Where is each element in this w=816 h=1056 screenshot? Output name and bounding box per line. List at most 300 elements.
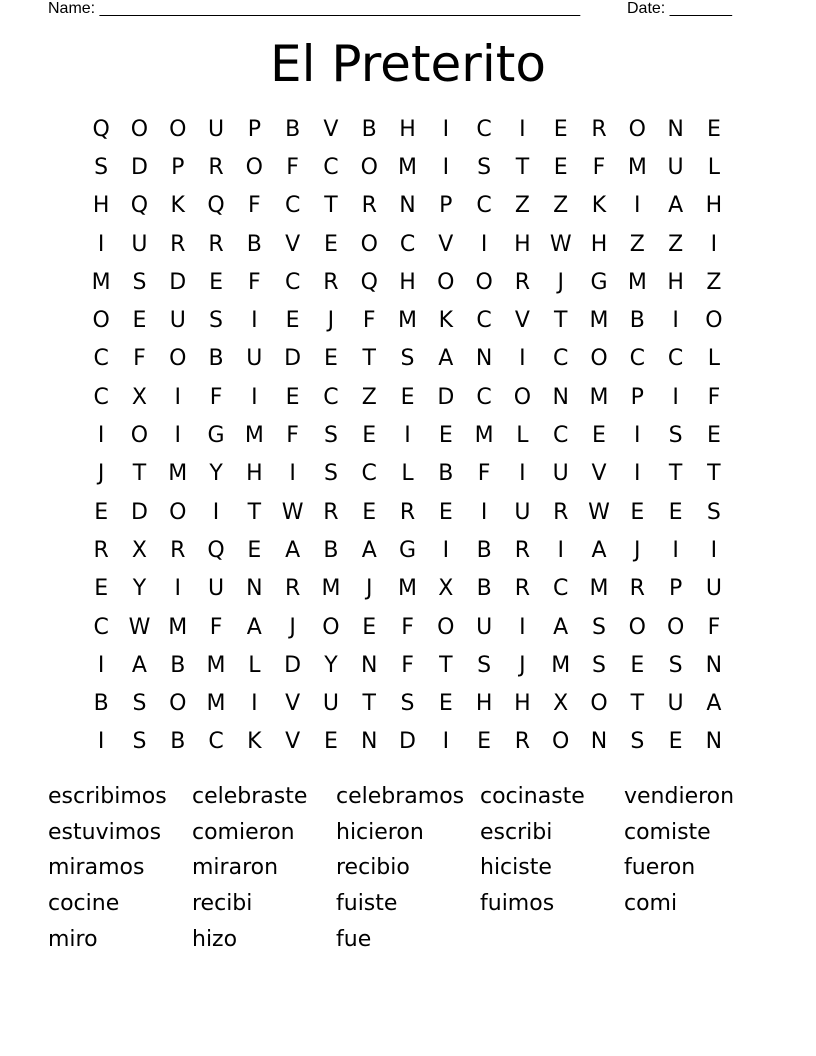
grid-letter: F: [362, 308, 376, 334]
grid-letter: C: [361, 461, 377, 487]
grid-letter: B: [246, 231, 262, 257]
grid-letter: I: [480, 231, 488, 257]
grid-letter: T: [324, 193, 338, 219]
grid-letter: R: [514, 537, 531, 563]
grid-letter: C: [553, 346, 569, 372]
word-list-item: recibio: [336, 855, 410, 881]
grid-letter: K: [591, 193, 607, 219]
grid-letter: R: [361, 193, 377, 219]
grid-letter: U: [169, 308, 186, 334]
grid-letter: M: [589, 576, 609, 602]
grid-letter: T: [515, 154, 530, 180]
grid-letter: S: [132, 729, 147, 755]
grid-letter: O: [360, 231, 378, 257]
grid-letter: M: [398, 308, 418, 334]
grid-letter: R: [208, 231, 224, 257]
grid-letter: R: [591, 116, 607, 142]
grid-letter: E: [668, 729, 683, 755]
grid-letter: T: [247, 499, 262, 525]
grid-letter: N: [705, 729, 723, 755]
grid-letter: E: [362, 423, 377, 449]
word-list-item: celebramos: [336, 784, 465, 809]
grid-letter: F: [401, 614, 414, 640]
grid-letter: U: [476, 614, 493, 640]
grid-letter: I: [519, 614, 526, 640]
grid-letter: I: [634, 423, 641, 449]
grid-letter: L: [516, 423, 529, 449]
grid-letter: O: [130, 423, 149, 449]
word-list-item: cocine: [48, 891, 120, 917]
grid-letter: T: [362, 691, 376, 717]
grid-letter: S: [630, 729, 645, 755]
page-title: El Preterito: [270, 35, 546, 93]
grid-letter: C: [93, 384, 109, 410]
grid-letter: X: [553, 691, 569, 717]
grid-letter: R: [553, 499, 569, 525]
grid-letter: C: [553, 576, 569, 602]
grid-letter: Y: [132, 576, 147, 602]
grid-letter: H: [399, 116, 416, 142]
grid-letter: S: [592, 652, 606, 678]
grid-letter: Y: [324, 652, 338, 678]
grid-letter: L: [401, 461, 414, 487]
grid-letter: I: [174, 423, 181, 449]
grid-letter: J: [557, 269, 564, 295]
grid-letter: M: [206, 691, 226, 717]
letter-grid: [82, 110, 733, 761]
grid-letter: L: [248, 652, 261, 678]
grid-letter: Z: [668, 231, 684, 257]
grid-letter: K: [438, 308, 454, 334]
grid-letter: B: [438, 461, 454, 487]
grid-letter: N: [360, 652, 378, 678]
grid-letter: U: [667, 154, 684, 180]
grid-letter: R: [170, 537, 186, 563]
grid-letter: O: [360, 154, 378, 180]
grid-letter: I: [97, 423, 105, 449]
grid-letter: M: [168, 614, 188, 640]
grid-letter: S: [132, 691, 147, 717]
grid-letter: P: [171, 154, 185, 180]
grid-letter: E: [362, 499, 377, 525]
grid-letter: D: [437, 384, 455, 410]
grid-letter: O: [437, 269, 455, 295]
grid-letter: C: [284, 269, 301, 295]
grid-letter: D: [130, 499, 148, 525]
grid-letter: A: [706, 691, 722, 717]
grid-letter: T: [668, 461, 683, 487]
grid-letter: C: [284, 193, 301, 219]
word-list-item: hicieron: [336, 819, 424, 845]
grid-letter: T: [132, 461, 147, 487]
grid-letter: A: [668, 193, 684, 219]
grid-letter: R: [514, 729, 531, 755]
grid-letter: S: [668, 423, 683, 449]
grid-letter: W: [128, 614, 151, 640]
grid-letter: J: [289, 614, 296, 640]
grid-letter: T: [707, 461, 721, 487]
grid-letter: I: [442, 116, 450, 142]
grid-letter: V: [285, 729, 301, 755]
grid-letter: I: [672, 537, 679, 563]
grid-letter: E: [630, 499, 645, 525]
grid-letter: U: [705, 576, 722, 602]
grid-letter: P: [439, 193, 453, 219]
grid-letter: G: [590, 269, 608, 295]
grid-letter: J: [97, 461, 105, 487]
name-line: Name: ______________________________________________________: [48, 0, 581, 17]
grid-letter: E: [592, 423, 606, 449]
grid-letter: O: [169, 116, 187, 142]
grid-letter: M: [627, 269, 647, 295]
grid-letter: C: [93, 346, 109, 372]
word-list-item: miro: [48, 926, 98, 952]
grid-letter: R: [629, 576, 645, 602]
grid-letter: E: [706, 423, 721, 449]
grid-letter: M: [474, 423, 494, 449]
grid-letter: V: [514, 308, 530, 334]
word-list-item: vendieron: [624, 784, 735, 809]
grid-letter: E: [94, 576, 109, 602]
grid-letter: E: [247, 537, 262, 563]
grid-letter: K: [170, 193, 185, 219]
grid-letter: D: [284, 652, 302, 678]
grid-letter: F: [248, 269, 261, 295]
grid-letter: O: [590, 691, 608, 717]
grid-letter: I: [174, 384, 181, 410]
word-list-item: escribimos: [48, 784, 167, 809]
grid-letter: C: [476, 116, 492, 142]
grid-letter: C: [208, 729, 224, 755]
grid-letter: M: [627, 154, 647, 180]
grid-letter: Q: [130, 193, 149, 219]
grid-letter: T: [362, 346, 376, 372]
grid-letter: P: [668, 576, 683, 602]
grid-letter: O: [705, 308, 723, 334]
grid-letter: I: [404, 423, 411, 449]
grid-letter: M: [321, 576, 341, 602]
grid-letter: C: [476, 193, 492, 219]
grid-letter: E: [323, 346, 338, 372]
grid-letter: E: [285, 308, 300, 334]
grid-letter: N: [552, 384, 569, 410]
grid-letter: E: [438, 691, 453, 717]
grid-letter: E: [285, 384, 300, 410]
grid-letter: P: [247, 116, 261, 142]
grid-letter: D: [284, 346, 302, 372]
grid-letter: F: [707, 614, 721, 640]
grid-letter: F: [209, 614, 223, 640]
grid-letter: B: [285, 116, 301, 142]
grid-letter: E: [553, 154, 568, 180]
grid-letter: Z: [629, 231, 645, 257]
grid-letter: M: [398, 576, 418, 602]
date-line: Date: _______: [627, 0, 732, 17]
word-list-item: comiste: [624, 819, 711, 845]
grid-letter: C: [399, 231, 416, 257]
grid-letter: U: [552, 461, 569, 487]
grid-letter: N: [705, 652, 723, 678]
grid-letter: E: [94, 499, 109, 525]
grid-letter: Z: [706, 269, 722, 295]
grid-letter: B: [170, 729, 186, 755]
grid-letter: I: [519, 116, 526, 142]
grid-letter: R: [323, 269, 339, 295]
grid-letter: I: [251, 691, 258, 717]
grid-letter: H: [514, 691, 531, 717]
word-list-item: miraron: [192, 855, 279, 881]
grid-letter: F: [477, 461, 491, 487]
grid-letter: H: [92, 193, 110, 219]
grid-letter: F: [592, 154, 606, 180]
grid-letter: I: [442, 154, 450, 180]
grid-letter: B: [476, 537, 492, 563]
header: [48, 0, 748, 20]
grid-letter: E: [323, 729, 338, 755]
grid-letter: S: [209, 308, 224, 334]
grid-letter: O: [666, 614, 685, 640]
grid-letter: A: [438, 346, 454, 372]
grid-letter: J: [327, 308, 335, 334]
grid-letter: V: [438, 231, 454, 257]
grid-letter: M: [589, 384, 609, 410]
word-list-item: celebraste: [192, 784, 308, 809]
grid-letter: N: [475, 346, 493, 372]
grid-letter: I: [251, 308, 258, 334]
grid-letter: N: [399, 193, 416, 219]
grid-letter: A: [361, 537, 377, 563]
grid-letter: H: [705, 193, 723, 219]
grid-letter: O: [513, 384, 532, 410]
grid-letter: A: [553, 614, 569, 640]
grid-letter: R: [399, 499, 416, 525]
grid-letter: C: [476, 308, 492, 334]
grid-letter: O: [130, 116, 149, 142]
grid-letter: E: [132, 308, 147, 334]
grid-letter: U: [207, 116, 225, 142]
grid-letter: B: [170, 652, 186, 678]
grid-letter: K: [247, 729, 262, 755]
grid-letter: B: [208, 346, 224, 372]
grid-letter: R: [208, 154, 224, 180]
grid-letter: N: [360, 729, 378, 755]
word-list-item: hizo: [192, 926, 238, 952]
word-list: [48, 779, 768, 957]
grid-letter: N: [590, 729, 608, 755]
grid-letter: G: [207, 423, 225, 449]
grid-letter: M: [244, 423, 264, 449]
grid-letter: E: [362, 614, 377, 640]
grid-letter: E: [323, 231, 338, 257]
grid-letter: O: [169, 499, 187, 525]
grid-letter: D: [169, 269, 187, 295]
grid-letter: S: [323, 461, 338, 487]
grid-letter: S: [400, 691, 415, 717]
grid-letter: E: [706, 116, 721, 142]
grid-letter: M: [206, 652, 226, 678]
grid-letter: V: [285, 691, 301, 717]
grid-letter: F: [133, 346, 146, 372]
grid-letter: C: [93, 614, 109, 640]
grid-letter: A: [246, 614, 262, 640]
grid-letter: I: [97, 652, 105, 678]
grid-letter: E: [438, 499, 453, 525]
grid-letter: L: [707, 154, 721, 180]
grid-letter: U: [322, 691, 339, 717]
grid-letter: W: [281, 499, 304, 525]
grid-letter: J: [519, 652, 526, 678]
grid-letter: O: [437, 614, 455, 640]
grid-letter: Q: [207, 193, 225, 219]
grid-letter: S: [400, 346, 415, 372]
grid-letter: S: [94, 154, 109, 180]
grid-letter: S: [477, 652, 492, 678]
grid-letter: I: [480, 499, 488, 525]
grid-letter: C: [553, 423, 569, 449]
grid-letter: S: [668, 652, 683, 678]
grid-letter: O: [245, 154, 263, 180]
grid-letter: I: [442, 729, 450, 755]
grid-letter: F: [209, 384, 223, 410]
word-list-item: escribi: [480, 819, 553, 845]
grid-letter: T: [630, 691, 645, 717]
word-list-item: estuvimos: [48, 819, 162, 845]
grid-letter: L: [707, 346, 721, 372]
grid-letter: V: [323, 116, 339, 142]
grid-letter: I: [519, 346, 526, 372]
grid-letter: I: [634, 193, 641, 219]
grid-letter: O: [322, 614, 340, 640]
grid-letter: W: [588, 499, 610, 525]
word-list-item: fueron: [624, 855, 696, 881]
grid-letter: E: [630, 652, 645, 678]
grid-letter: O: [590, 346, 608, 372]
grid-letter: B: [629, 308, 645, 334]
grid-letter: S: [706, 499, 721, 525]
grid-letter: E: [209, 269, 223, 295]
grid-letter: P: [630, 384, 644, 410]
grid-letter: C: [476, 384, 492, 410]
word-list-item: miramos: [48, 855, 145, 881]
grid-letter: X: [131, 537, 147, 563]
grid-letter: J: [634, 537, 641, 563]
grid-letter: V: [591, 461, 607, 487]
grid-letter: M: [551, 652, 571, 678]
grid-letter: I: [710, 537, 718, 563]
grid-letter: R: [284, 576, 301, 602]
grid-letter: N: [667, 116, 684, 142]
grid-letter: Q: [360, 269, 378, 295]
grid-letter: O: [169, 691, 187, 717]
grid-letter: S: [132, 269, 147, 295]
grid-letter: H: [475, 691, 493, 717]
grid-letter: I: [212, 499, 220, 525]
grid-letter: M: [398, 154, 418, 180]
grid-letter: O: [475, 269, 493, 295]
grid-letter: M: [91, 269, 111, 295]
grid-letter: V: [285, 231, 301, 257]
grid-letter: T: [439, 652, 453, 678]
grid-letter: U: [514, 499, 531, 525]
grid-letter: R: [514, 269, 531, 295]
grid-letter: U: [131, 231, 148, 257]
grid-letter: J: [365, 576, 373, 602]
grid-letter: E: [400, 384, 415, 410]
grid-letter: Y: [209, 461, 223, 487]
grid-letter: Z: [514, 193, 530, 219]
grid-letter: E: [668, 499, 683, 525]
grid-letter: H: [514, 231, 531, 257]
grid-letter: C: [629, 346, 645, 372]
grid-letter: O: [628, 614, 646, 640]
grid-letter: M: [589, 308, 609, 334]
grid-letter: I: [442, 537, 450, 563]
word-list-item: fuimos: [480, 891, 555, 917]
grid-letter: D: [130, 154, 148, 180]
grid-letter: O: [169, 346, 187, 372]
grid-letter: O: [552, 729, 570, 755]
grid-letter: B: [93, 691, 109, 717]
grid-letter: I: [634, 461, 641, 487]
grid-letter: B: [323, 537, 339, 563]
grid-letter: Q: [92, 116, 110, 142]
grid-letter: O: [628, 116, 646, 142]
grid-letter: I: [97, 231, 105, 257]
grid-letter: U: [246, 346, 263, 372]
grid-letter: H: [590, 231, 608, 257]
grid-letter: O: [92, 308, 110, 334]
word-list-item: fue: [336, 926, 372, 952]
grid-letter: M: [168, 461, 188, 487]
word-list-item: recibi: [192, 891, 253, 917]
grid-letter: R: [514, 576, 531, 602]
grid-letter: E: [553, 116, 568, 142]
word-list-item: cocinaste: [480, 784, 585, 809]
grid-letter: I: [672, 384, 679, 410]
grid-letter: S: [592, 614, 606, 640]
grid-letter: I: [519, 461, 526, 487]
grid-letter: S: [477, 154, 492, 180]
grid-letter: Z: [361, 384, 377, 410]
grid-letter: A: [285, 537, 301, 563]
grid-letter: E: [477, 729, 492, 755]
grid-letter: F: [707, 384, 721, 410]
grid-letter: C: [667, 346, 684, 372]
grid-letter: G: [398, 537, 417, 563]
grid-letter: W: [549, 231, 572, 257]
grid-letter: C: [323, 384, 339, 410]
grid-letter: B: [476, 576, 492, 602]
grid-letter: U: [667, 691, 684, 717]
grid-letter: N: [246, 576, 263, 602]
grid-letter: I: [289, 461, 296, 487]
grid-letter: R: [323, 499, 339, 525]
grid-letter: I: [251, 384, 258, 410]
grid-letter: R: [93, 537, 109, 563]
grid-letter: I: [672, 308, 679, 334]
grid-letter: I: [174, 576, 181, 602]
grid-letter: H: [399, 269, 416, 295]
word-list-item: comi: [624, 891, 678, 917]
grid-letter: H: [246, 461, 263, 487]
grid-letter: Q: [207, 537, 225, 563]
grid-letter: F: [248, 193, 261, 219]
grid-letter: R: [170, 231, 186, 257]
grid-letter: T: [553, 308, 568, 334]
grid-letter: X: [131, 384, 147, 410]
grid-letter: H: [667, 269, 684, 295]
grid-letter: F: [286, 423, 299, 449]
